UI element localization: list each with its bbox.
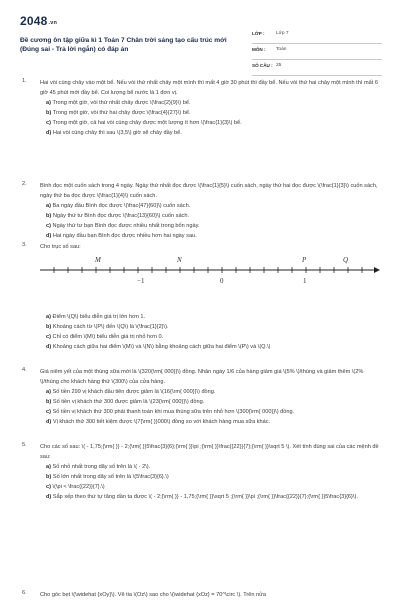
question-stem: Hai vòi cùng chảy vào một bể. Nếu vòi thứ nhất chảy một mình thì mất 4 giờ 30 phút thì đầy bể. Nếu vòi thứ hai chảy một mình thì mất 6 giờ 45 phút mới đầy bể. Coi lượng bể nước là 1 đơn vị. <box>40 80 378 96</box>
option-b <box>46 108 382 118</box>
question-options <box>40 312 382 352</box>
option-key: a) <box>46 464 51 470</box>
count-value: 25 <box>276 63 282 68</box>
question-number: 6. <box>22 590 27 596</box>
option-key: a) <box>46 203 51 209</box>
option-key: b) <box>46 213 52 219</box>
option-text: Trong một giờ, vòi thứ hai chảy được \(\frac{4}{27}\) bể. <box>52 110 191 116</box>
meta-row-subject <box>252 44 382 60</box>
option-text: Số tiền 299 vị khách đầu tiên được giảm là \(16{\rm{ 000}}\) đồng. <box>52 389 216 395</box>
option-text: Số nhỏ nhất trong dãy số trên là \( - 2\). <box>52 464 151 470</box>
question-text <box>40 181 382 241</box>
point-m-label: M <box>95 256 101 264</box>
option-key: c) <box>46 334 51 340</box>
tick-label-one: 1 <box>303 277 307 285</box>
question-text <box>40 442 382 502</box>
option-key: a) <box>46 389 51 395</box>
meta-row-count <box>252 60 382 76</box>
option-b <box>46 472 382 482</box>
option-a <box>46 387 382 397</box>
point-q-label: Q <box>343 256 349 264</box>
option-a <box>46 98 382 108</box>
class-label: LỚP : <box>252 31 265 36</box>
option-key: d) <box>46 344 52 350</box>
option-a <box>46 201 382 211</box>
question-stem: Cho trục số sau: <box>40 244 81 250</box>
option-text: Ba ngày đầu Bình đọc được \(\frac{47}{60}\) cuốn sách. <box>52 203 191 209</box>
tick-label-minus-one: −1 <box>137 277 145 285</box>
option-text: Khoảng cách từ \(P\) đến \(Q\) là \(\frac{1}{2}\). <box>52 324 169 330</box>
option-text: Ngày thứ tư Bình đọc được \(\frac{13}{60}\) cuốn sách. <box>52 213 190 219</box>
option-text: Hai ngày đầu bạn Bình đọc được nhiều hơn hai ngày sau. <box>52 233 197 239</box>
option-key: b) <box>46 474 52 480</box>
option-key: c) <box>46 120 51 126</box>
question-number: 2. <box>22 181 27 187</box>
subject-value: Toán <box>276 47 287 52</box>
option-text: Ngày thứ tư bạn Bình đọc được nhiều nhất trong bốn ngày. <box>52 223 200 229</box>
document-title: Đề cương ôn tập giữa kì 1 Toán 7 Chân trời sáng tạo cấu trúc mới (Đúng sai - Trả lời ngắn) có đáp án <box>20 37 227 53</box>
class-value: Lớp 7 <box>276 31 289 36</box>
meta-row-class <box>252 28 382 44</box>
option-c <box>46 407 382 417</box>
option-d <box>46 128 382 138</box>
subject-label: MÔN : <box>252 47 266 52</box>
question-number: 5. <box>22 442 27 448</box>
option-key: d) <box>46 130 52 136</box>
option-text: Trong một giờ, cả hai vòi cùng chảy được một lượng ít hơn \(\frac{1}{3}\) bể. <box>52 120 242 126</box>
option-key: c) <box>46 409 51 415</box>
option-key: b) <box>46 399 52 405</box>
option-text: Điểm \(Q\) biểu diễn giá trị lớn hơn 1. <box>52 314 146 320</box>
brand-suffix: .vn <box>48 20 58 26</box>
option-text: Số tiền vị khách thứ 300 phải thanh toán khi mua thùng sữa trên nhỏ hơn \(300{\rm{ 000}}\) đồng. <box>52 409 295 415</box>
option-d <box>46 342 382 352</box>
question-text <box>40 367 382 427</box>
option-key: c) <box>46 484 51 490</box>
question-stem: Bình đọc một cuốn sách trong 4 ngày. Ngày thứ nhất đọc được \(\frac{1}{5}\) cuốn sách, ngày thứ hai đọc được \(\frac{1}{3}\) cuốn sách, ngày thứ ba đọc được \(\frac{1}{4}\) cuốn sách. <box>40 183 378 199</box>
number-line-graphic <box>40 256 380 296</box>
option-b <box>46 397 382 407</box>
question-text <box>40 78 382 138</box>
point-n-label: N <box>177 256 182 264</box>
option-text: Trong một giờ, vòi thứ nhất chảy được \(\frac{2}{9}\) bể. <box>52 100 191 106</box>
option-text: Vị khách thứ 300 tiết kiệm được \(7{\rm{ }}000\) đồng so với khách hàng mua sữa khác. <box>52 419 271 425</box>
option-d <box>46 417 382 427</box>
arrow-right-icon <box>374 267 380 273</box>
number-line <box>40 256 380 296</box>
option-text: Khoảng cách giữa hai điểm \(M\) và \(N\) bằng khoảng cách giữa hai điểm \(P\) và \(Q.\) <box>52 344 271 350</box>
brand-name: 2048 <box>20 14 48 28</box>
option-c <box>46 332 382 342</box>
option-text: Số tiền vị khách thứ 300 được giảm là \(23{\rm{ 000}}\) đồng. <box>52 399 205 405</box>
option-text: Sắp xếp theo thứ tự tăng dần ta được \( - 2;{\rm{ }} - 1,75;{\rm{ }}\sqrt 5 ;{\rm{ }}\pi ;{\rm{ }}\frac{{22}}{7};{\rm{ }}5\frac{3}{6}\). <box>52 494 358 500</box>
option-b <box>46 211 382 221</box>
question-stem: Cho góc bẹt \(\widehat {xOy}\). Vẽ tia \(Oz\) sao cho \(\widehat {xOz} = 70^\circ \). Trên nửa <box>40 592 267 598</box>
option-d <box>46 231 382 241</box>
tick-label-zero: 0 <box>220 277 224 285</box>
option-key: b) <box>46 110 52 116</box>
question-number: 1. <box>22 78 27 84</box>
brand-logo[interactable] <box>20 14 57 28</box>
option-c <box>46 118 382 128</box>
option-text: Chỉ có điểm \(M\) biểu diễn giá trị nhỏ hơn 0. <box>52 334 164 340</box>
option-d <box>46 492 382 502</box>
option-key: d) <box>46 419 52 425</box>
option-key: a) <box>46 100 51 106</box>
question-number: 4. <box>22 367 27 373</box>
option-key: b) <box>46 324 52 330</box>
option-key: a) <box>46 314 51 320</box>
question-stem: Giá niêm yết của một thùng sữa mới là \(320{\rm{ 000}}\) đồng. Nhân ngày 1/6 của hàng giảm giá \(5% \)/thùng và giảm thêm \(2% \)/thùng cho khách hàng thứ \(300\) của cửa hàng. <box>40 369 364 385</box>
option-key: d) <box>46 233 52 239</box>
document-header <box>20 14 382 68</box>
meta-box <box>252 28 382 76</box>
question-number: 3. <box>22 242 27 248</box>
option-b <box>46 322 382 332</box>
option-key: d) <box>46 494 52 500</box>
option-text: Hai vòi cùng chảy thì sau \(3,5\) giờ sẽ chảy đầy bể. <box>52 130 182 136</box>
option-c <box>46 482 382 492</box>
option-text: \(\pi < \frac{{22}}{7}.\) <box>52 484 105 490</box>
question-stem: Cho các số sau: \( - 1,75;{\rm{ }} - 2;{\rm{ }}5\frac{3}{6};{\rm{ }}\pi ;{\rm{ }}\frac{{22}}{7};{\rm{ }}\sqrt 5 \). Xét tính đúng sai của các mệnh đề sau: <box>40 444 379 460</box>
option-c <box>46 221 382 231</box>
option-text: Số lớn nhất trong dãy số trên là \(5\frac{3}{6}.\) <box>52 474 169 480</box>
option-a <box>46 462 382 472</box>
point-p-label: P <box>302 256 307 264</box>
count-label: SỐ CÂU : <box>252 63 273 68</box>
option-key: c) <box>46 223 51 229</box>
option-a <box>46 312 382 322</box>
